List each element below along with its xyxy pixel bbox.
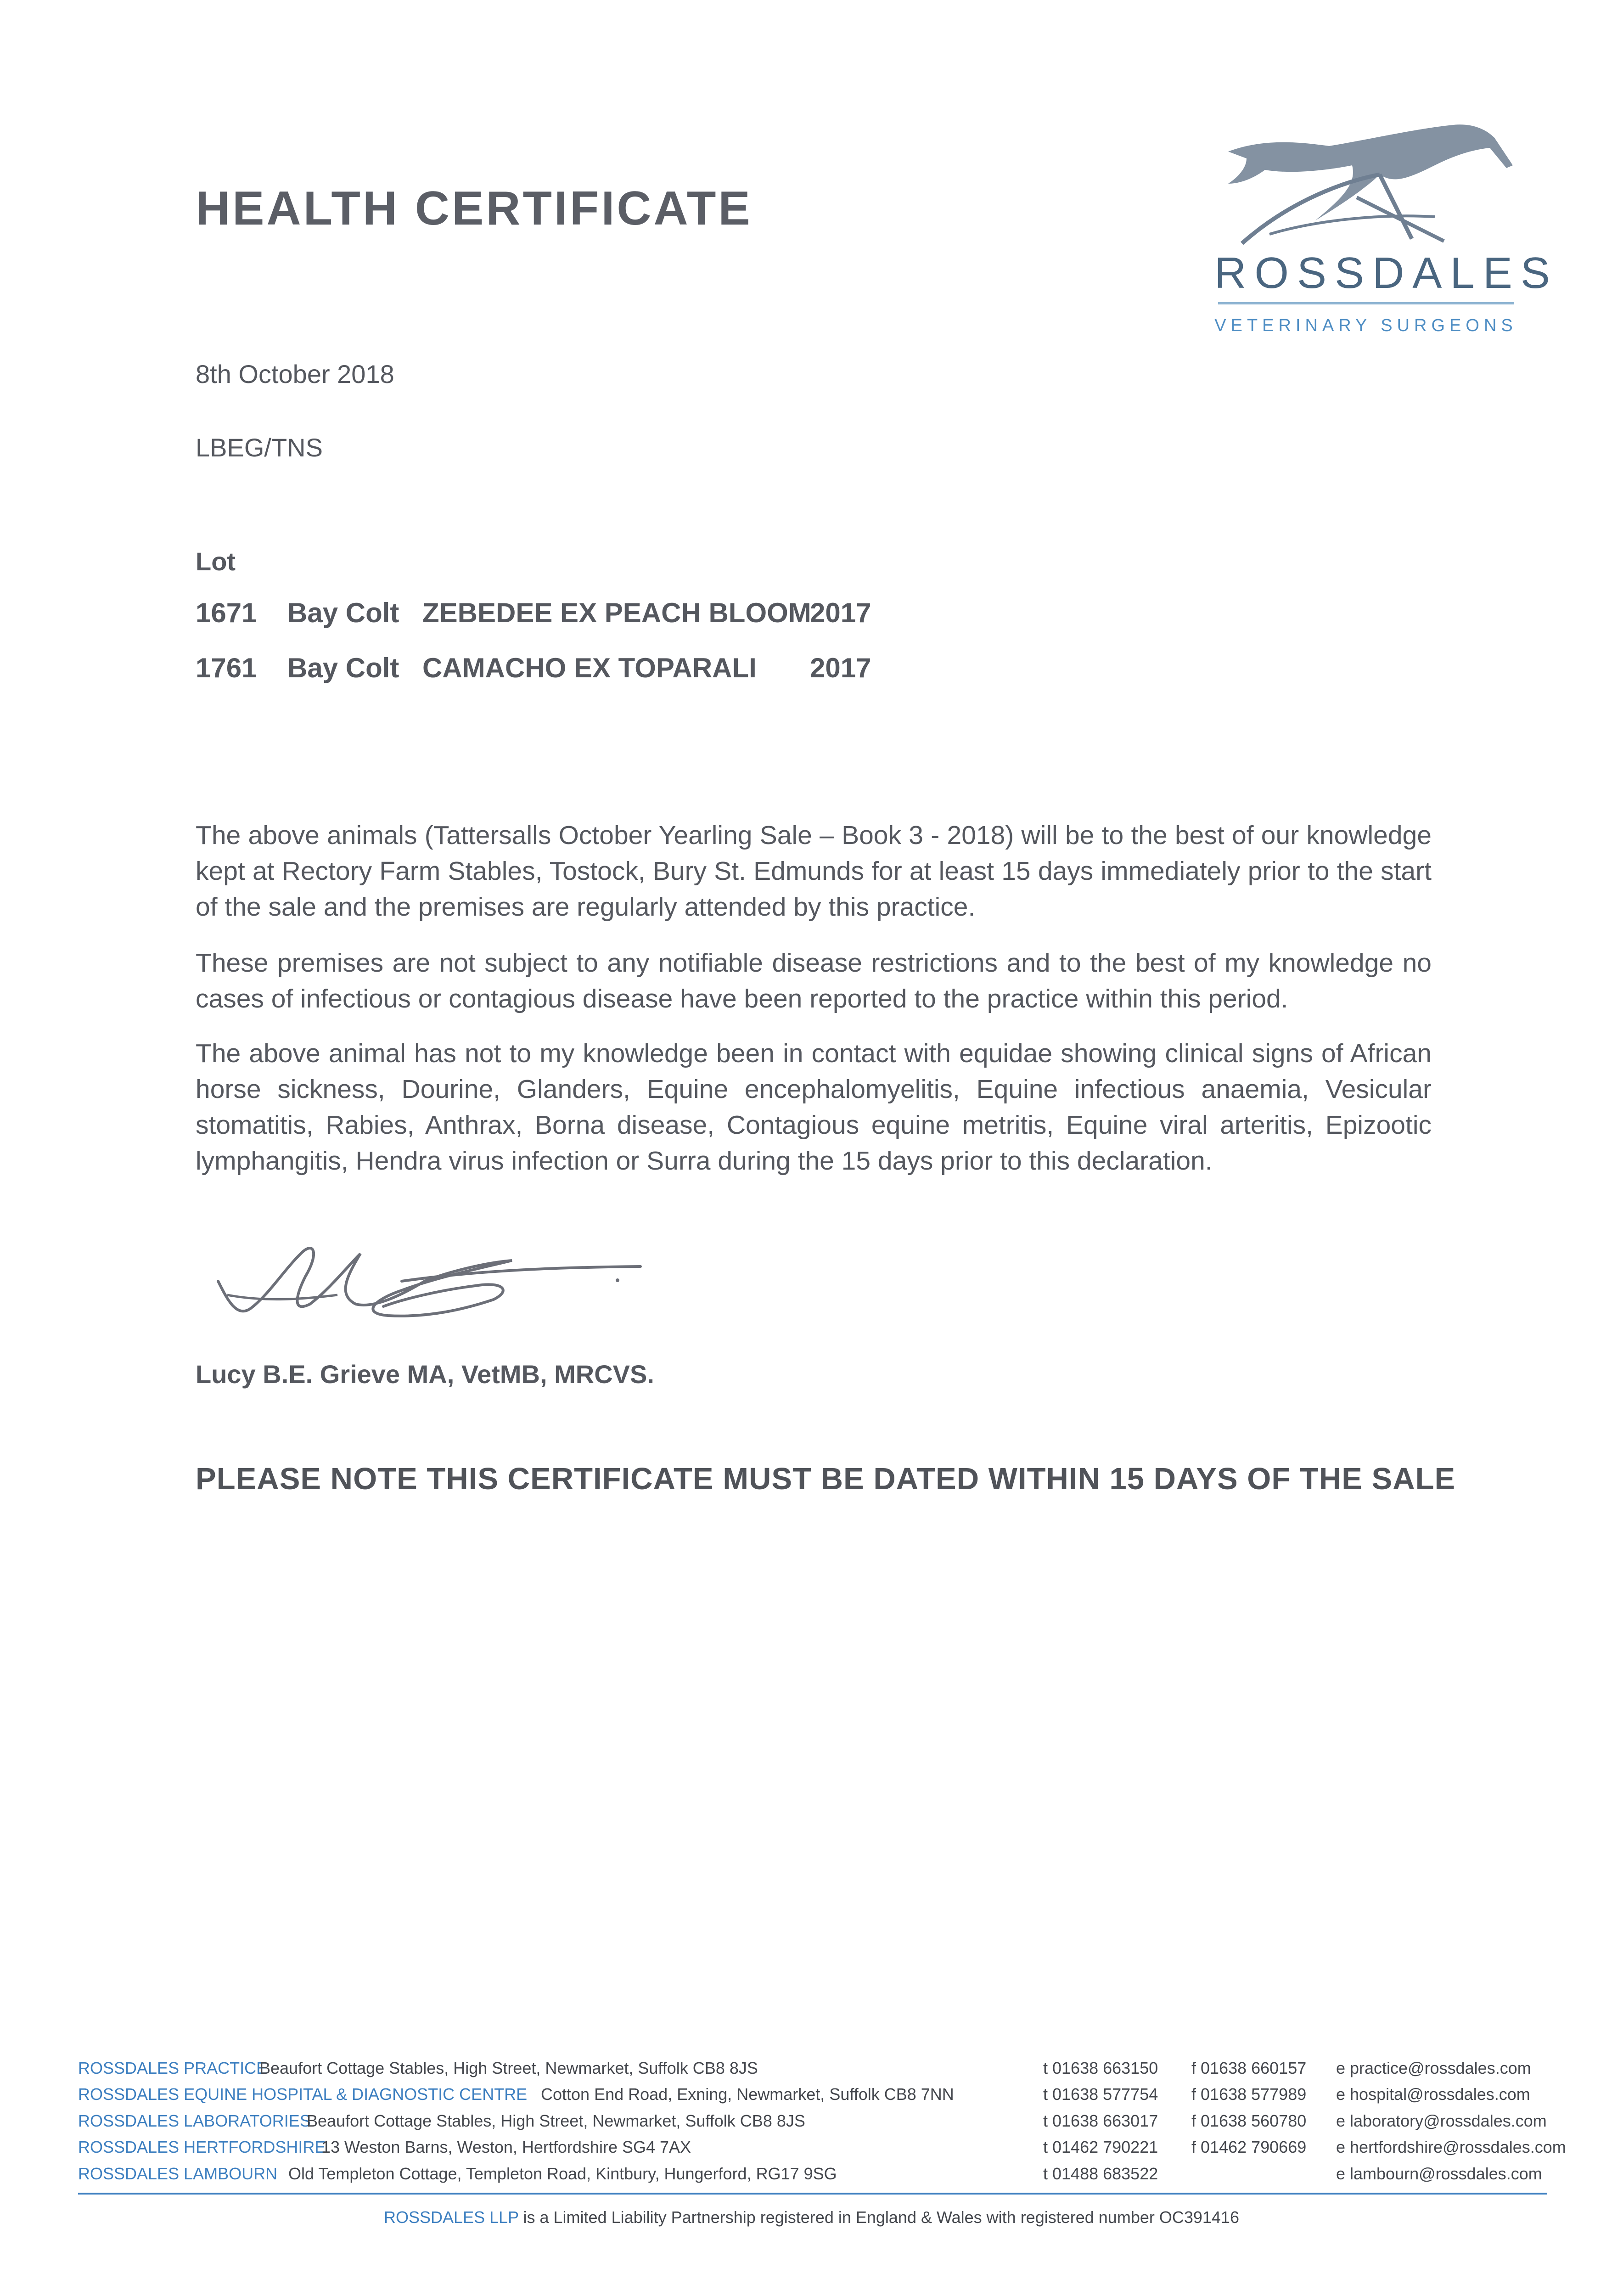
- office-name: ROSSDALES EQUINE HOSPITAL & DIAGNOSTIC CENTRE: [78, 2085, 528, 2104]
- rossdales-logo: [1214, 115, 1558, 344]
- logo-divider: [1218, 302, 1514, 304]
- legal-text: is a Limited Liability Partnership registered in England & Wales with registered number OC391416: [523, 2208, 1239, 2227]
- office-phone: t 01488 683522: [1043, 2164, 1158, 2183]
- office-email: e hospital@rossdales.com: [1336, 2085, 1530, 2104]
- office-email: e practice@rossdales.com: [1336, 2059, 1531, 2077]
- body-paragraph: These premises are not subject to any notifiable disease restrictions and to the best of my knowledge no cases of infectious or contagious disease have been reported to the practice within this period.: [196, 948, 1432, 1013]
- lot-name: ZEBEDEE EX PEACH BLOOM: [422, 597, 811, 628]
- lot-description: Bay Colt: [287, 653, 399, 683]
- office-name: ROSSDALES LABORATORIES: [78, 2111, 311, 2130]
- handwritten-signature: [209, 1226, 650, 1345]
- office-fax: f 01638 560780: [1191, 2111, 1307, 2130]
- signer-name: Lucy B.E. Grieve MA, VetMB, MRCVS.: [196, 1360, 654, 1389]
- legal-org: ROSSDALES LLP: [384, 2208, 519, 2227]
- lot-year: 2017: [810, 597, 871, 628]
- lot-name: CAMACHO EX TOPARALI: [422, 653, 757, 683]
- body-paragraph: The above animals (Tattersalls October Yearling Sale – Book 3 - 2018) will be to the best of our knowledge kept at Rectory Farm Stables, Tostock, Bury St. Edmunds for at least 15 days immediately prior to the start of the sale and the premises are regularly attended by this practice.: [196, 821, 1432, 922]
- lot-description: Bay Colt: [287, 597, 399, 628]
- horse-logo-icon: [1214, 115, 1517, 248]
- logo-subtitle: VETERINARY SURGEONS: [1214, 316, 1517, 335]
- lot-number: 1671: [196, 597, 257, 628]
- office-address: Old Templeton Cottage, Templeton Road, Kintbury, Hungerford, RG17 9SG: [288, 2164, 837, 2183]
- office-name: ROSSDALES PRACTICE: [78, 2059, 268, 2077]
- office-phone: t 01638 663150: [1043, 2059, 1158, 2077]
- office-fax: f 01462 790669: [1191, 2138, 1307, 2156]
- office-fax: f 01638 577989: [1191, 2085, 1307, 2104]
- letter-reference: LBEG/TNS: [196, 433, 323, 462]
- office-email: e hertfordshire@rossdales.com: [1336, 2138, 1566, 2156]
- office-address: Beaufort Cottage Stables, High Street, Newmarket, Suffolk CB8 8JS: [259, 2059, 758, 2077]
- page-title: HEALTH CERTIFICATE: [196, 182, 753, 235]
- office-address: 13 Weston Barns, Weston, Hertfordshire SG4 7AX: [321, 2138, 691, 2156]
- office-email: e laboratory@rossdales.com: [1336, 2111, 1547, 2130]
- office-phone: t 01638 577754: [1043, 2085, 1158, 2104]
- office-email: e lambourn@rossdales.com: [1336, 2164, 1542, 2183]
- letter-date: 8th October 2018: [196, 360, 394, 388]
- office-fax: f 01638 660157: [1191, 2059, 1307, 2077]
- body-paragraph: The above animal has not to my knowledge been in contact with equidae showing clinical signs of African horse sickness, Dourine, Glanders, Equine encephalomyelitis, Equine infectious anaemia, Vesicular stomatitis, Rabies, Anthrax, Borna disease, Contagious equine metritis, Equine viral arteritis, Epizootic lymphangitis, Hendra virus infection or Surra during the 15 days prior to this declaration.: [196, 1039, 1432, 1176]
- logo-name: ROSSDALES: [1214, 248, 1558, 298]
- footer-divider: [78, 2193, 1547, 2195]
- lot-number: 1761: [196, 653, 257, 683]
- legal-notice: [0, 2208, 1623, 2227]
- lot-heading: Lot: [196, 547, 236, 576]
- office-phone: t 01462 790221: [1043, 2138, 1158, 2156]
- office-address: Beaufort Cottage Stables, High Street, Newmarket, Suffolk CB8 8JS: [307, 2111, 805, 2130]
- lot-year: 2017: [810, 653, 871, 683]
- office-name: ROSSDALES LAMBOURN: [78, 2164, 278, 2183]
- dating-note: PLEASE NOTE THIS CERTIFICATE MUST BE DATED WITHIN 15 DAYS OF THE SALE: [196, 1462, 1456, 1496]
- office-name: ROSSDALES HERTFORDSHIRE: [78, 2138, 326, 2156]
- office-phone: t 01638 663017: [1043, 2111, 1158, 2130]
- office-address: Cotton End Road, Exning, Newmarket, Suffolk CB8 7NN: [541, 2085, 954, 2104]
